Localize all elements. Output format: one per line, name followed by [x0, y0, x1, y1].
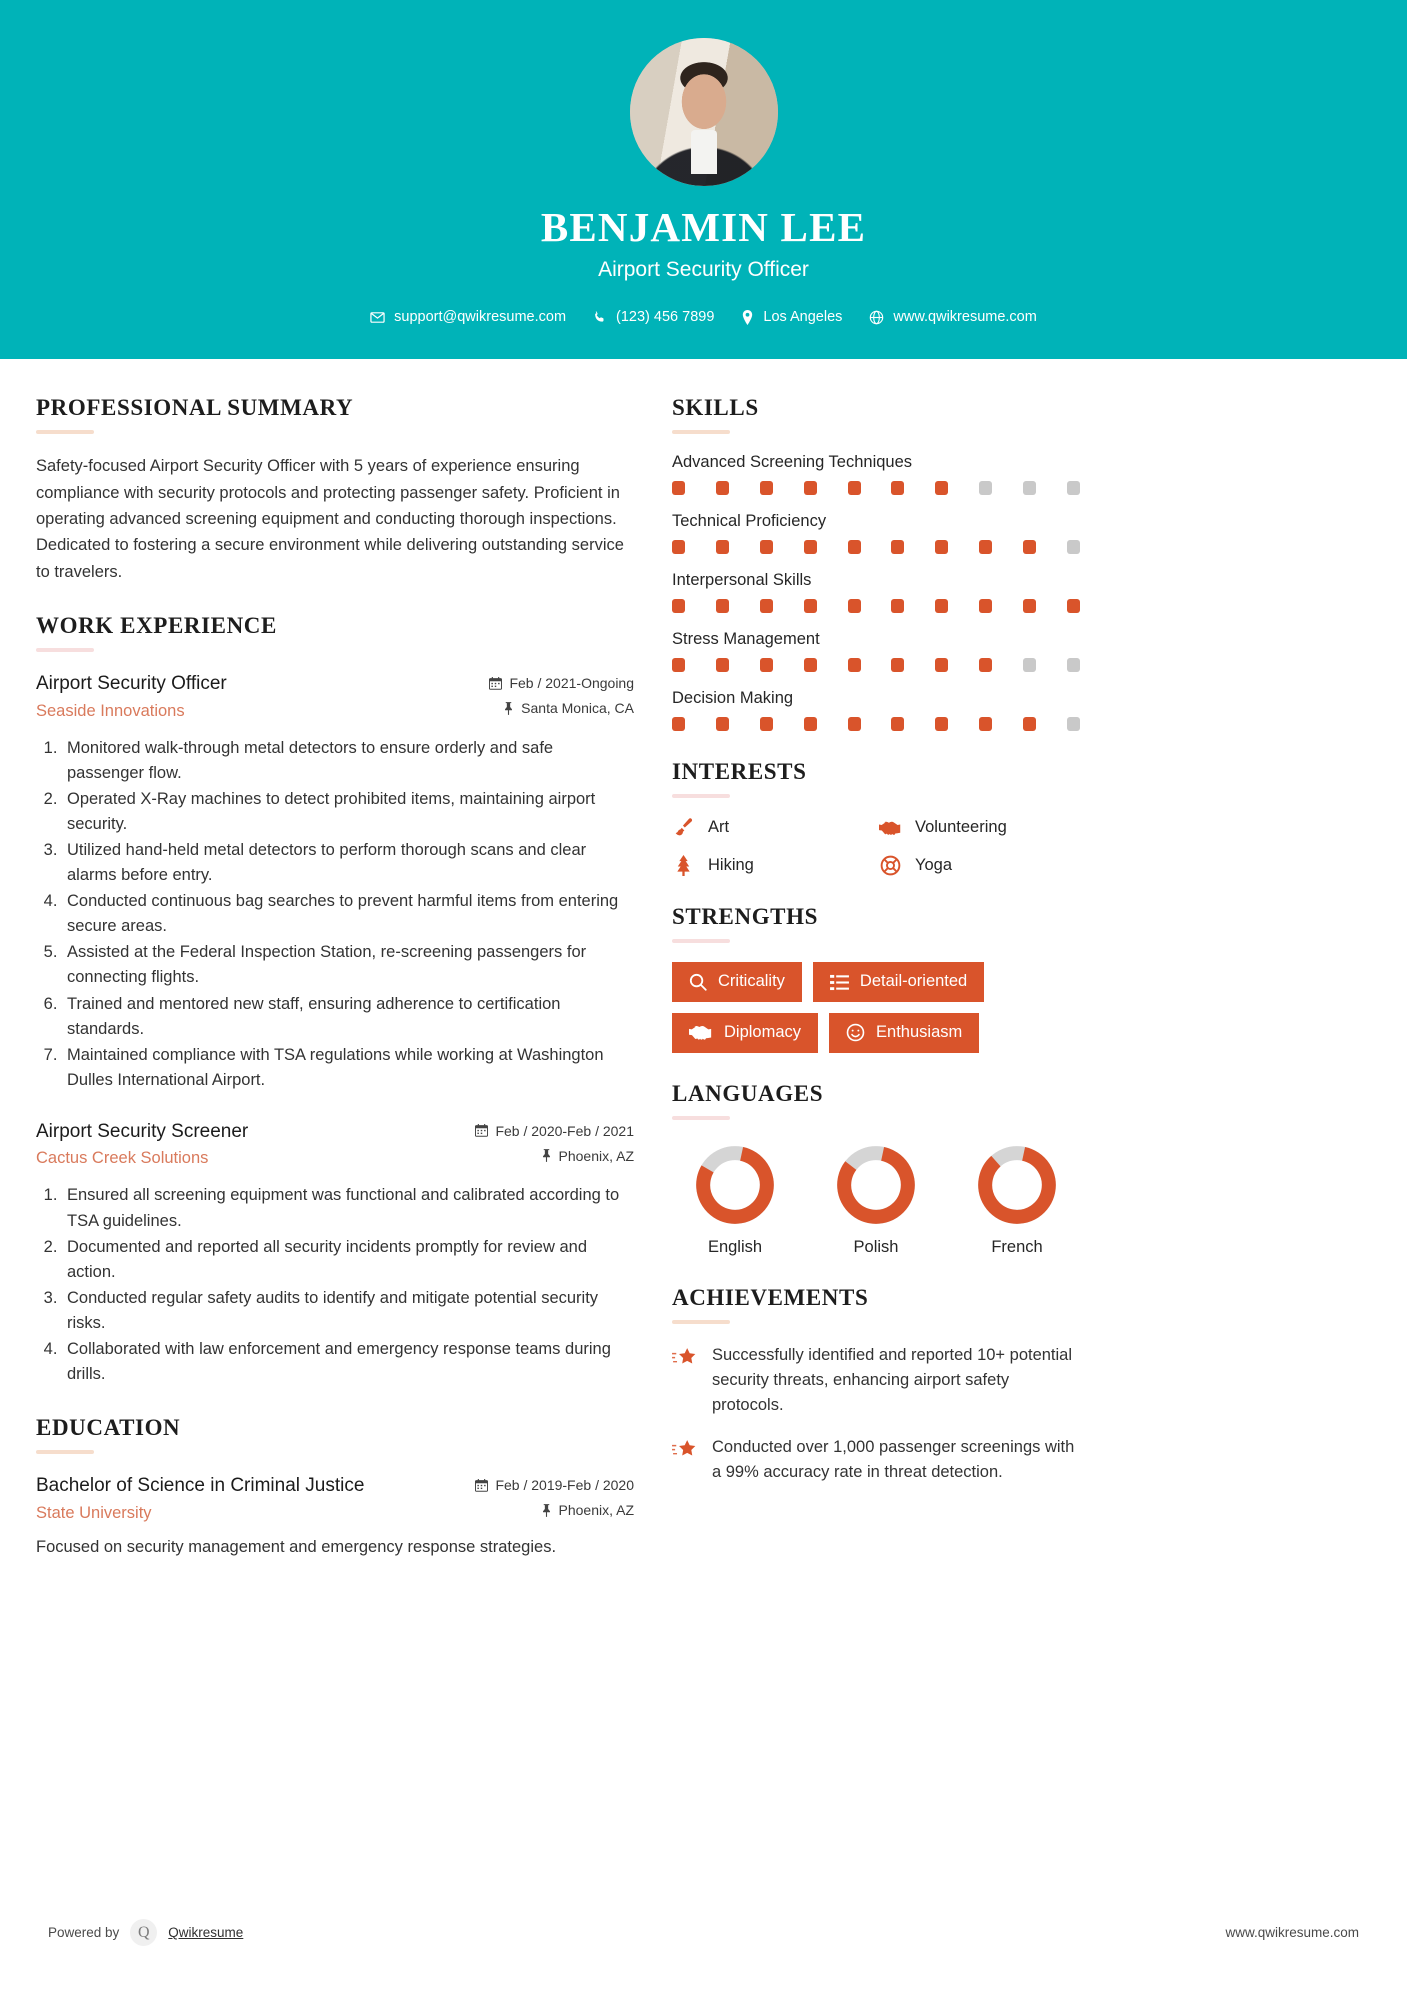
job-location — [475, 1148, 634, 1164]
section-achievements — [672, 1285, 1080, 1485]
skill-dot — [891, 658, 904, 672]
strength-label: Criticality — [718, 972, 785, 991]
education-location-text: Phoenix, AZ — [558, 1502, 634, 1519]
calendar-icon — [489, 677, 502, 690]
jobs-list — [36, 671, 634, 1387]
section-title: ACHIEVEMENTS — [672, 1284, 869, 1310]
skill-dot — [1067, 658, 1080, 672]
skill-item — [672, 689, 1080, 731]
skill-dot — [716, 717, 729, 731]
contact-phone-text: (123) 456 7899 — [616, 309, 715, 326]
education-location — [475, 1502, 634, 1518]
job-bullets — [36, 1183, 634, 1387]
interest-label: Yoga — [915, 856, 953, 875]
section-title: EDUCATION — [36, 1415, 181, 1441]
job-location-text: Santa Monica, CA — [521, 700, 634, 717]
contact-website[interactable] — [860, 309, 1045, 325]
skill-rating — [672, 717, 1080, 731]
skill-dot — [848, 658, 861, 672]
strength-chip[interactable] — [813, 962, 984, 1002]
job-location-text: Phoenix, AZ — [558, 1147, 634, 1164]
skill-dot — [848, 599, 861, 613]
skill-dot — [672, 599, 685, 613]
skill-dot — [848, 540, 861, 554]
pin-icon — [541, 1504, 552, 1517]
education-dates-text: Feb / 2019-Feb / 2020 — [495, 1477, 634, 1494]
education-description: Focused on security management and emergency response strategies. — [36, 1537, 557, 1556]
calendar-icon — [475, 1479, 488, 1492]
section-rule — [672, 794, 730, 798]
skills-list — [672, 453, 1080, 731]
skill-dot — [979, 599, 992, 613]
page-title: BENJAMIN LEE — [540, 204, 867, 250]
right-column — [672, 395, 1080, 1513]
skill-dot — [1023, 658, 1036, 672]
education-degree: Bachelor of Science in Criminal Justice — [36, 1475, 365, 1497]
skill-rating — [672, 599, 1080, 613]
smile-icon — [846, 1023, 865, 1042]
footer-website[interactable]: www.qwikresume.com — [1225, 1925, 1359, 1940]
skill-dot — [804, 481, 817, 495]
job-role: Airport Security Screener — [36, 1120, 249, 1142]
language-label: French — [991, 1237, 1043, 1256]
interest-item — [879, 855, 1080, 876]
skill-dot — [1067, 599, 1080, 613]
phone-icon — [593, 310, 607, 324]
job-role: Airport Security Officer — [36, 673, 227, 695]
language-label: English — [707, 1237, 763, 1256]
skill-dot — [716, 599, 729, 613]
languages-list — [672, 1139, 1080, 1257]
job-bullet: 1. Monitored walk-through metal detectors to ensure orderly and safe passenger flow. — [62, 736, 634, 786]
education-entry — [36, 1473, 634, 1559]
skill-dot — [1023, 717, 1036, 731]
contact-location[interactable] — [732, 309, 851, 325]
education-dates — [475, 1477, 634, 1493]
section-skills — [672, 395, 1080, 731]
job-bullets — [36, 736, 634, 1093]
section-rule — [672, 1320, 730, 1324]
skill-dot — [760, 658, 773, 672]
skill-dot — [760, 717, 773, 731]
left-column — [36, 395, 634, 1587]
section-title: STRENGTHS — [672, 904, 819, 930]
language-item — [817, 1145, 935, 1257]
job-bullet: 7. Maintained compliance with TSA regulations while working at Washington Dulles International Airport. — [62, 1043, 634, 1093]
job-dates-text: Feb / 2020-Feb / 2021 — [495, 1122, 634, 1139]
language-donut — [836, 1145, 916, 1225]
job-entry — [36, 671, 634, 1093]
email-icon — [370, 310, 385, 325]
skill-item — [672, 630, 1080, 672]
skill-dot — [935, 658, 948, 672]
skill-dot — [672, 540, 685, 554]
star-icon — [672, 1435, 698, 1466]
achievements-list — [672, 1343, 1080, 1485]
list-icon — [830, 974, 849, 991]
section-rule — [36, 648, 94, 652]
skill-dot — [716, 540, 729, 554]
skill-rating — [672, 658, 1080, 672]
skill-rating — [672, 540, 1080, 554]
skill-dot — [672, 717, 685, 731]
qwikresume-logo-icon: Q — [130, 1919, 157, 1946]
job-bullet: 1. Ensured all screening equipment was functional and calibrated according to TSA guidelines. — [62, 1183, 634, 1233]
skill-dot — [760, 540, 773, 554]
pin-icon — [541, 1149, 552, 1162]
lifebuoy-icon — [879, 855, 902, 876]
language-donut — [695, 1145, 775, 1225]
location-icon — [741, 310, 754, 325]
strength-label: Enthusiasm — [876, 1022, 963, 1041]
skill-item — [672, 571, 1080, 613]
skill-item — [672, 453, 1080, 495]
globe-icon — [869, 310, 884, 325]
skill-dot — [760, 599, 773, 613]
skill-dot — [891, 540, 904, 554]
footer — [0, 1919, 1407, 1946]
section-title: SKILLS — [672, 395, 759, 421]
job-dates — [489, 675, 634, 691]
contact-email-text: support@qwikresume.com — [394, 309, 567, 326]
skill-dot — [804, 717, 817, 731]
job-bullet: 4. Collaborated with law enforcement and emergency response teams during drills. — [62, 1337, 634, 1387]
section-rule — [672, 1116, 730, 1120]
skill-dot — [1023, 540, 1036, 554]
strength-label: Diplomacy — [724, 1022, 802, 1041]
avatar — [630, 38, 778, 186]
skill-name: Stress Management — [672, 630, 820, 649]
tree-icon — [672, 855, 695, 876]
resume-header — [0, 0, 1407, 359]
skill-dot — [891, 481, 904, 495]
job-bullet: 4. Conducted continuous bag searches to prevent harmful items from entering secure areas. — [62, 889, 634, 939]
skill-dot — [1067, 481, 1080, 495]
interest-label: Volunteering — [915, 818, 1007, 837]
handshake-icon — [689, 1023, 713, 1042]
contact-email[interactable] — [361, 309, 575, 325]
strength-chip[interactable] — [672, 962, 802, 1002]
strength-chip[interactable] — [829, 1013, 979, 1053]
section-work-experience — [36, 613, 634, 1387]
search-icon — [689, 973, 707, 991]
pin-icon — [503, 702, 514, 715]
skill-item — [672, 512, 1080, 554]
section-title: WORK EXPERIENCE — [36, 613, 277, 639]
contact-location-text: Los Angeles — [763, 309, 843, 326]
language-item — [676, 1145, 794, 1257]
skill-name: Interpersonal Skills — [672, 571, 812, 590]
job-entry — [36, 1119, 634, 1387]
profile-photo — [630, 38, 778, 186]
section-title: LANGUAGES — [672, 1080, 824, 1106]
skill-dot — [716, 658, 729, 672]
interest-label: Art — [708, 818, 730, 837]
strengths-list — [672, 962, 1080, 1053]
skill-dot — [804, 599, 817, 613]
summary-text: Safety-focused Airport Security Officer with 5 years of experience ensuring compliance with security protocols and protecting passenger safety. Proficient in operating advanced screening equipment and conducting thorough inspections. Dedicated to fostering a secure environment while delivering outstanding service to travelers. — [36, 457, 624, 581]
job-dates-text: Feb / 2021-Ongoing — [509, 675, 634, 692]
skill-dot — [848, 717, 861, 731]
skill-rating — [672, 481, 1080, 495]
section-interests — [672, 759, 1080, 876]
skill-dot — [848, 481, 861, 495]
strength-chip[interactable] — [672, 1013, 818, 1053]
job-bullet: 2. Documented and reported all security incidents promptly for review and action. — [62, 1235, 634, 1285]
section-title: INTERESTS — [672, 759, 807, 785]
education-school: State University — [36, 1503, 152, 1522]
contact-website-text: www.qwikresume.com — [893, 309, 1037, 326]
language-item — [958, 1145, 1076, 1257]
skill-dot — [935, 481, 948, 495]
job-bullet: 5. Assisted at the Federal Inspection Station, re-screening passengers for connecting flights. — [62, 940, 634, 990]
section-professional-summary — [36, 395, 634, 585]
skill-dot — [760, 481, 773, 495]
skill-dot — [1067, 540, 1080, 554]
language-donut — [977, 1145, 1057, 1225]
job-dates — [475, 1123, 634, 1139]
interest-item — [879, 817, 1080, 838]
skill-dot — [716, 481, 729, 495]
interests-list — [672, 817, 1080, 876]
job-bullet: 3. Utilized hand-held metal detectors to perform thorough scans and clear alarms before entry. — [62, 838, 634, 888]
job-company: Cactus Creek Solutions — [36, 1149, 209, 1168]
skill-dot — [979, 481, 992, 495]
skill-dot — [979, 717, 992, 731]
skill-dot — [804, 540, 817, 554]
achievement-text: Successfully identified and reported 10+ potential security threats, enhancing airport safety protocols. — [712, 1345, 1073, 1414]
strength-label: Detail-oriented — [859, 972, 968, 991]
skill-dot — [979, 540, 992, 554]
skill-dot — [1023, 599, 1036, 613]
skill-dot — [935, 717, 948, 731]
language-label: Polish — [853, 1237, 899, 1256]
achievement-item — [672, 1343, 1080, 1418]
powered-by-label: Powered by — [48, 1925, 120, 1940]
section-education — [36, 1415, 634, 1559]
skill-dot — [804, 658, 817, 672]
skill-dot — [935, 540, 948, 554]
skill-name: Technical Proficiency — [672, 512, 827, 531]
job-company: Seaside Innovations — [36, 701, 185, 720]
section-rule — [36, 1450, 94, 1454]
achievement-text: Conducted over 1,000 passenger screenings with a 99% accuracy rate in threat detection. — [712, 1437, 1075, 1482]
resume-body — [0, 359, 1407, 1587]
skill-dot — [672, 481, 685, 495]
achievement-item — [672, 1435, 1080, 1485]
calendar-icon — [475, 1124, 488, 1137]
skill-dot — [891, 717, 904, 731]
section-rule — [672, 430, 730, 434]
contact-row — [0, 309, 1407, 325]
skill-dot — [1067, 717, 1080, 731]
job-bullet: 2. Operated X-Ray machines to detect prohibited items, maintaining airport security. — [62, 787, 634, 837]
brand-link[interactable]: Qwikresume — [168, 1925, 244, 1940]
interest-item — [672, 855, 873, 876]
section-languages — [672, 1081, 1080, 1257]
job-bullet: 6. Trained and mentored new staff, ensuring adherence to certification standards. — [62, 992, 634, 1042]
skill-dot — [979, 658, 992, 672]
job-location — [489, 700, 634, 716]
star-icon — [672, 1343, 698, 1374]
skill-dot — [1023, 481, 1036, 495]
contact-phone[interactable] — [584, 309, 723, 325]
skill-name: Advanced Screening Techniques — [672, 453, 913, 472]
skill-dot — [935, 599, 948, 613]
job-bullet: 3. Conducted regular safety audits to identify and mitigate potential security risks. — [62, 1286, 634, 1336]
header-job-title: Airport Security Officer — [598, 258, 809, 282]
section-title: PROFESSIONAL SUMMARY — [36, 395, 354, 421]
footer-brand — [48, 1919, 243, 1946]
handshake-icon — [879, 818, 902, 838]
skill-name: Decision Making — [672, 689, 794, 708]
section-strengths — [672, 904, 1080, 1053]
paintbrush-icon — [672, 817, 695, 838]
skill-dot — [672, 658, 685, 672]
interest-item — [672, 817, 873, 838]
interest-label: Hiking — [708, 856, 754, 875]
skill-dot — [891, 599, 904, 613]
section-rule — [36, 430, 94, 434]
section-rule — [672, 939, 730, 943]
